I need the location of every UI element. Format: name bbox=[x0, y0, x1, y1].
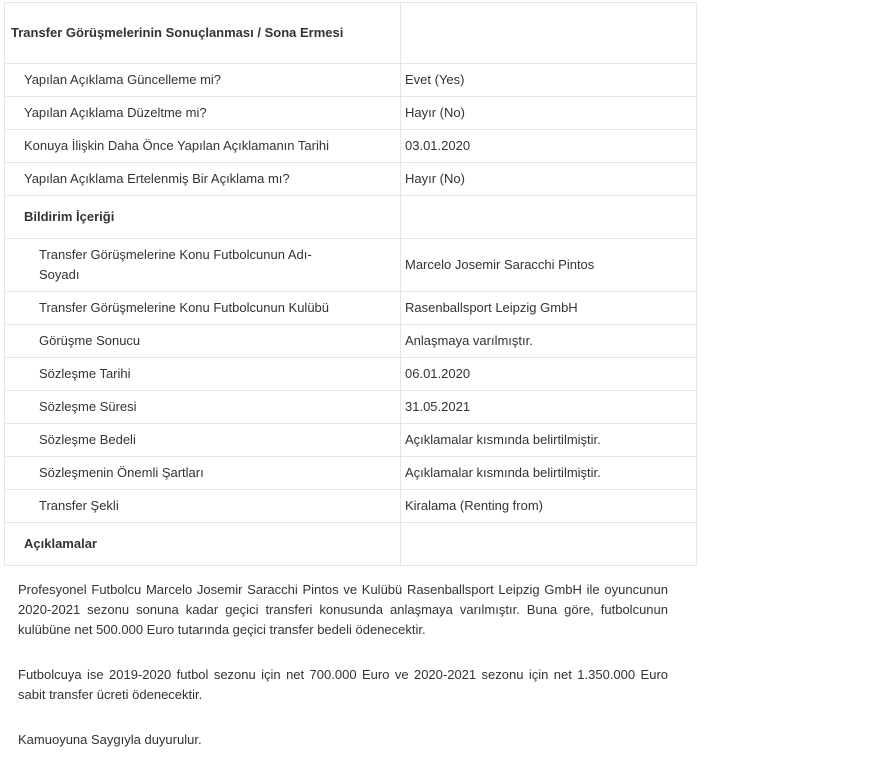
row-value: Anlaşmaya varılmıştır. bbox=[401, 325, 697, 358]
row-value: 06.01.2020 bbox=[401, 358, 697, 391]
section-explanations-title: Açıklamalar bbox=[5, 523, 401, 566]
row-label: Transfer Görüşmelerine Konu Futbolcunun Kulübü bbox=[5, 292, 401, 325]
table-row bbox=[5, 457, 697, 490]
table-row bbox=[5, 490, 697, 523]
row-label: Yapılan Açıklama Güncelleme mi? bbox=[5, 64, 401, 97]
row-label: Görüşme Sonucu bbox=[5, 325, 401, 358]
table-row bbox=[5, 239, 697, 292]
table-row bbox=[5, 97, 697, 130]
section-header-row bbox=[5, 523, 697, 566]
explanation-paragraph: Profesyonel Futbolcu Marcelo Josemir Saracchi Pintos ve Kulübü Rasenballsport Leipzig GmbH ile oyuncunun 2020-2021 sezonu sonuna kadar geçici transferi konusunda anlaşmaya varılmıştır. Buna göre, futbolcunun kulübüne net 500.000 Euro tutarında geçici transfer bedeli ödenecektir. bbox=[18, 582, 668, 637]
table-row bbox=[5, 292, 697, 325]
table-row bbox=[5, 391, 697, 424]
row-label: Sözleşme Süresi bbox=[5, 391, 401, 424]
row-value: 31.05.2021 bbox=[401, 391, 697, 424]
row-label: Yapılan Açıklama Düzeltme mi? bbox=[5, 97, 401, 130]
document-title: Transfer Görüşmelerinin Sonuçlanması / Sona Ermesi bbox=[5, 3, 401, 64]
table-row bbox=[5, 325, 697, 358]
row-label-text: Transfer Görüşmelerine Konu Futbolcunun Adı-Soyadı bbox=[39, 247, 312, 282]
row-value: Açıklamalar kısmında belirtilmiştir. bbox=[401, 424, 697, 457]
section-notice-title: Bildirim İçeriği bbox=[5, 196, 401, 239]
section-header-row bbox=[5, 196, 697, 239]
row-label: Sözleşme Tarihi bbox=[5, 358, 401, 391]
title-row bbox=[5, 3, 697, 64]
closing-paragraph: Kamuoyuna Saygıyla duyurulur. bbox=[18, 732, 202, 747]
empty-cell bbox=[401, 196, 697, 239]
row-value: Kiralama (Renting from) bbox=[401, 490, 697, 523]
row-value: Rasenballsport Leipzig GmbH bbox=[401, 292, 697, 325]
row-value: 03.01.2020 bbox=[401, 130, 697, 163]
row-value: Hayır (No) bbox=[401, 163, 697, 196]
table-row bbox=[5, 163, 697, 196]
table-row bbox=[5, 64, 697, 97]
row-label: Sözleşmenin Önemli Şartları bbox=[5, 457, 401, 490]
disclosure-table bbox=[4, 2, 697, 566]
row-label: Yapılan Açıklama Ertelenmiş Bir Açıklama mı? bbox=[5, 163, 401, 196]
table-row bbox=[5, 130, 697, 163]
explanation-paragraph: Futbolcuya ise 2019-2020 futbol sezonu için net 700.000 Euro ve 2020-2021 sezonu için net 1.350.000 Euro sabit transfer ücreti ödenecektir. bbox=[18, 667, 668, 702]
row-value: Evet (Yes) bbox=[401, 64, 697, 97]
row-label: Sözleşme Bedeli bbox=[5, 424, 401, 457]
row-value: Açıklamalar kısmında belirtilmiştir. bbox=[401, 457, 697, 490]
row-value: Hayır (No) bbox=[401, 97, 697, 130]
empty-cell bbox=[401, 3, 697, 64]
row-label: Transfer Şekli bbox=[5, 490, 401, 523]
row-value: Marcelo Josemir Saracchi Pintos bbox=[401, 239, 697, 292]
row-label: Konuya İlişkin Daha Önce Yapılan Açıklamanın Tarihi bbox=[5, 130, 401, 163]
table-row bbox=[5, 358, 697, 391]
table-row bbox=[5, 424, 697, 457]
row-label bbox=[5, 239, 401, 292]
empty-cell bbox=[401, 523, 697, 566]
